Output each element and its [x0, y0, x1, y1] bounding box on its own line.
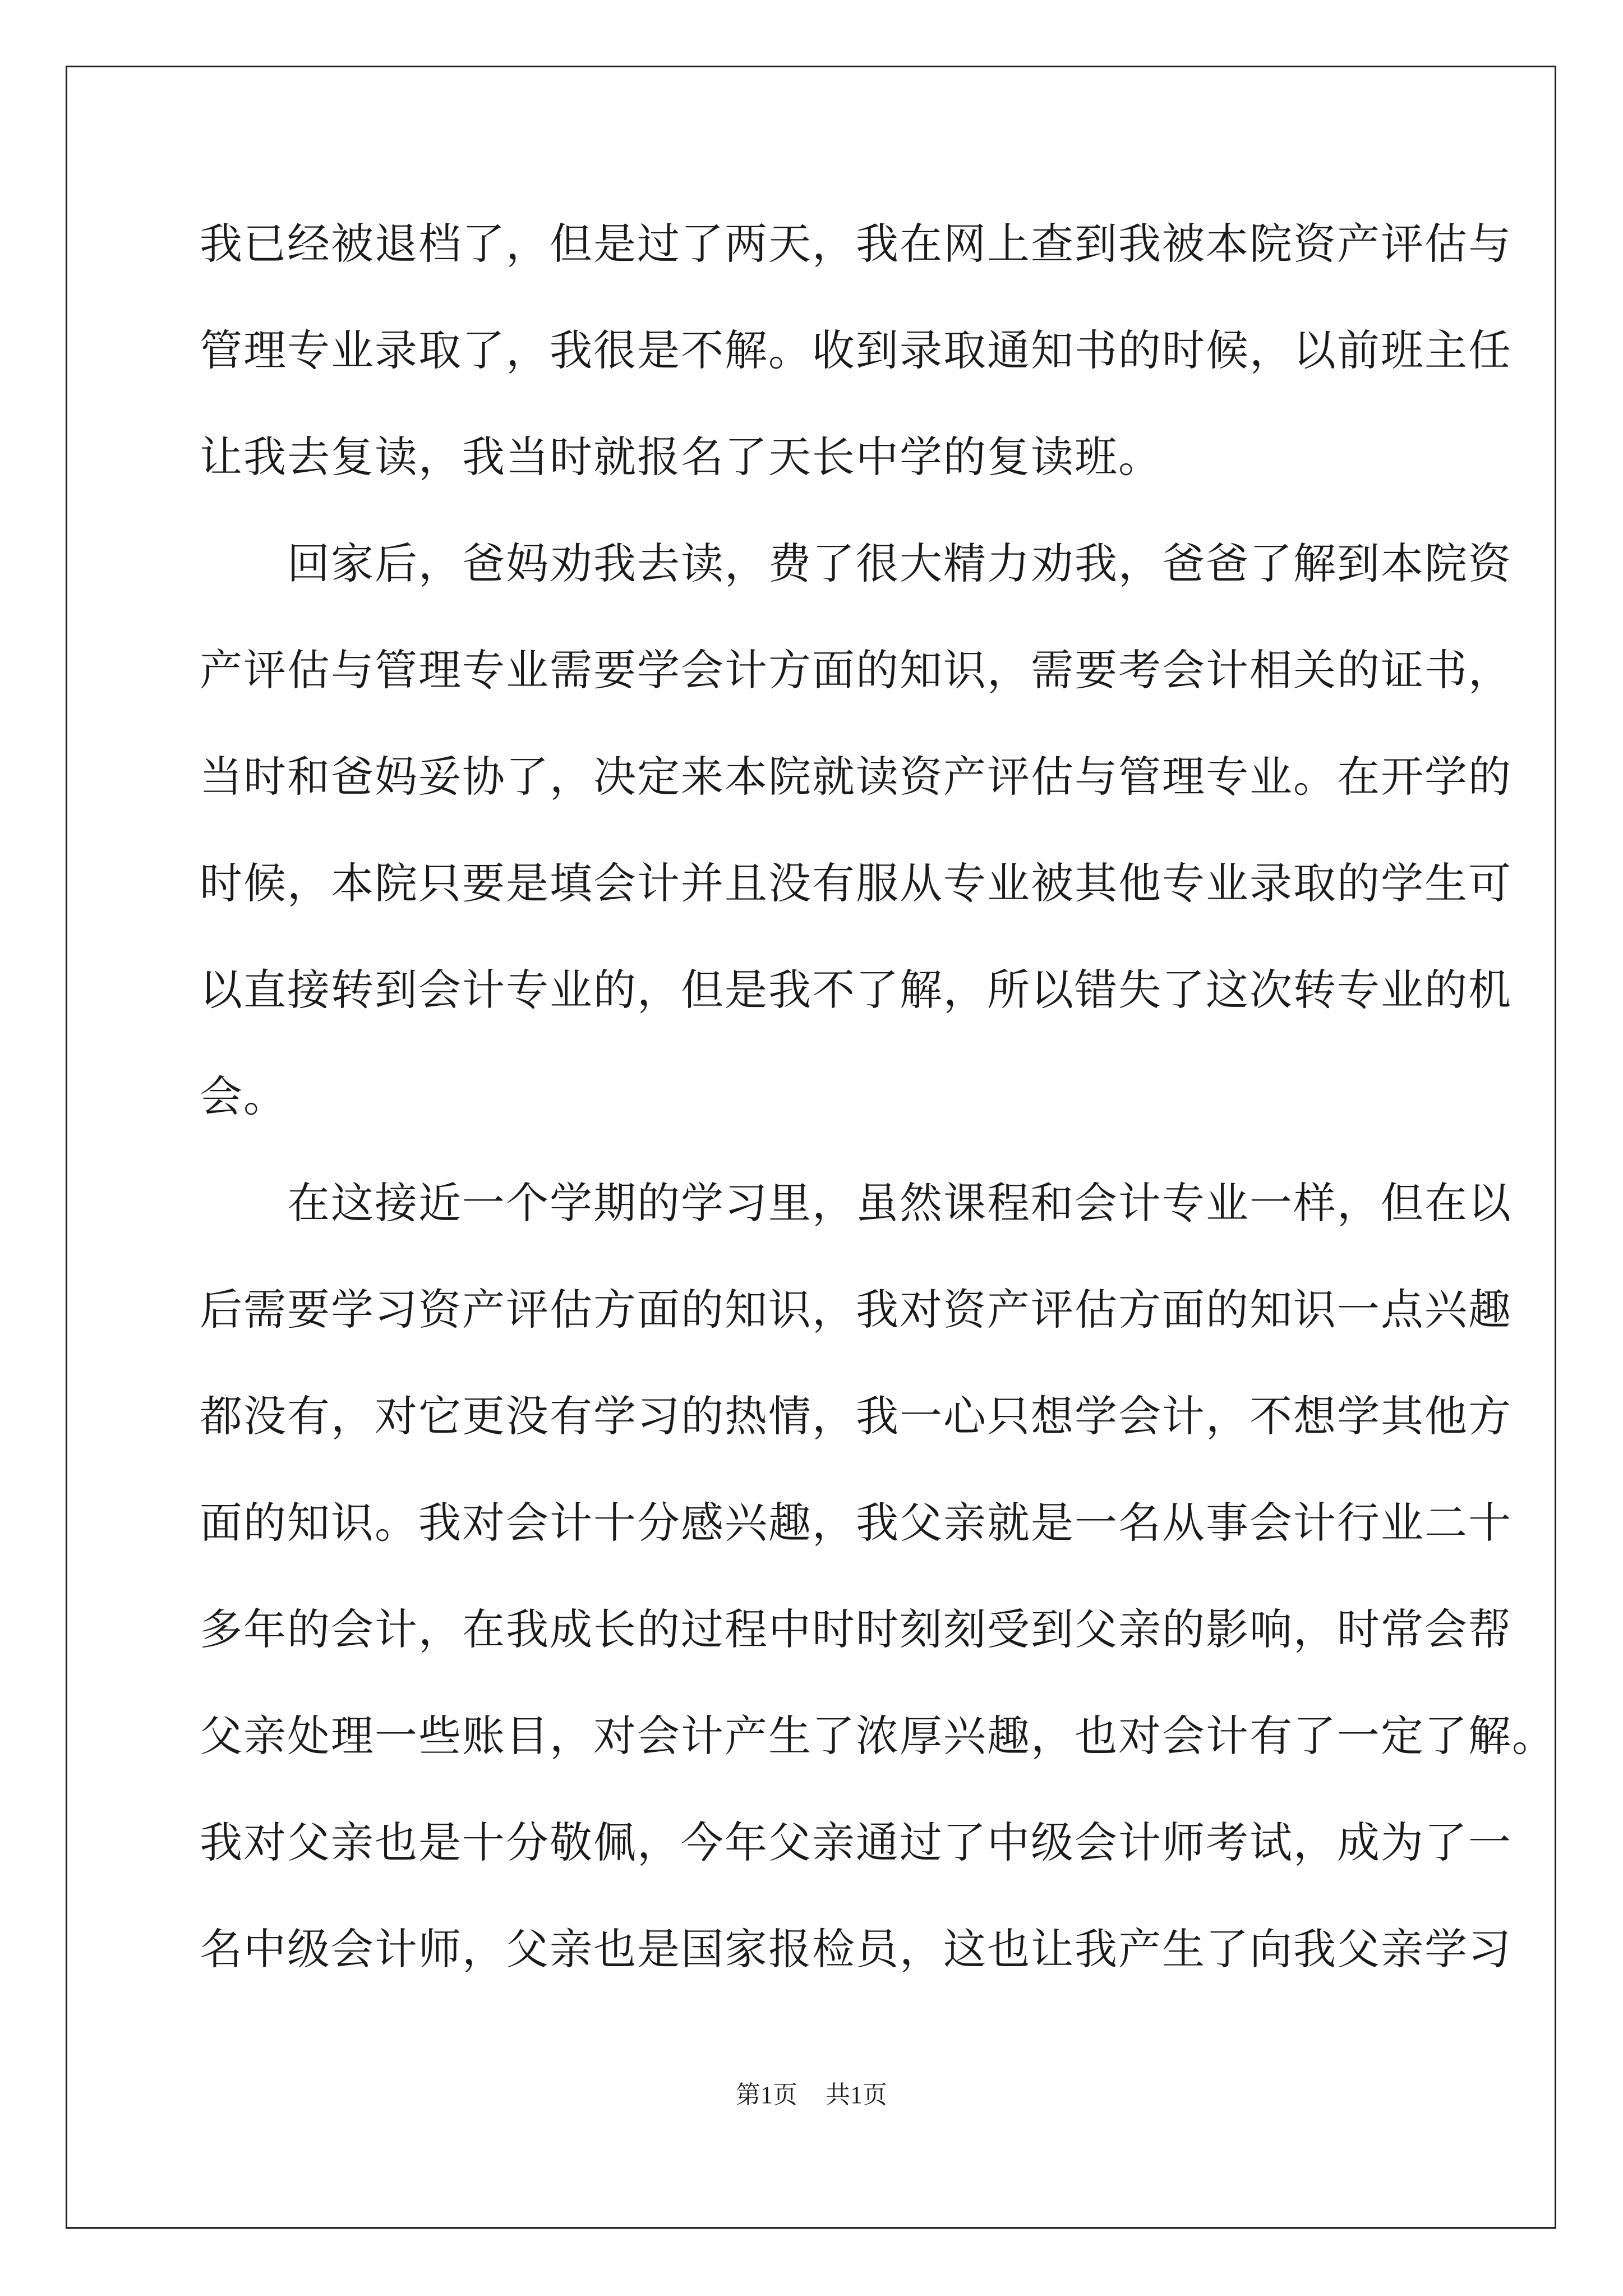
text-line: 面的知识。我对会计十分感兴趣，我父亲就是一名从事会计行业二十 — [200, 1498, 1512, 1548]
text-line: 产评估与管理专业需要学会计方面的知识，需要考会计相关的证书， — [200, 645, 1512, 695]
text-line: 我已经被退档了，但是过了两天，我在网上查到我被本院资产评估与 — [200, 219, 1512, 269]
text-line: 多年的会计，在我成长的过程中时时刻刻受到父亲的影响，时常会帮 — [200, 1604, 1512, 1654]
page-number-total: 共1页 — [826, 2081, 887, 2109]
text-line: 在这接近一个学期的学习里，虽然课程和会计专业一样，但在以 — [200, 1178, 1512, 1228]
page-number-current: 第1页 — [736, 2081, 797, 2109]
text-line: 以直接转到会计专业的，但是我不了解，所以错失了这次转专业的机 — [200, 965, 1512, 1015]
page-footer — [0, 2078, 1623, 2112]
text-line: 父亲处理一些账目，对会计产生了浓厚兴趣，也对会计有了一定了解。 — [200, 1711, 1556, 1761]
text-line: 我对父亲也是十分敬佩，今年父亲通过了中级会计师考试，成为了一 — [200, 1818, 1512, 1867]
text-line: 让我去复读，我当时就报名了天长中学的复读班。 — [200, 432, 1162, 482]
text-line: 回家后，爸妈劝我去读，费了很大精力劝我，爸爸了解到本院资 — [200, 539, 1512, 588]
text-line: 时候，本院只要是填会计并且没有服从专业被其他专业录取的学生可 — [200, 858, 1512, 908]
text-line: 后需要学习资产评估方面的知识，我对资产评估方面的知识一点兴趣 — [200, 1285, 1512, 1335]
page-border — [66, 66, 1556, 2229]
text-line: 名中级会计师，父亲也是国家报检员，这也让我产生了向我父亲学习 — [200, 1924, 1512, 1974]
text-line: 会。 — [200, 1071, 287, 1121]
text-line: 管理专业录取了，我很是不解。收到录取通知书的时候，以前班主任 — [200, 325, 1512, 375]
text-line: 当时和爸妈妥协了，决定来本院就读资产评估与管理专业。在开学的 — [200, 752, 1512, 802]
text-line: 都没有，对它更没有学习的热情，我一心只想学会计，不想学其他方 — [200, 1391, 1512, 1441]
